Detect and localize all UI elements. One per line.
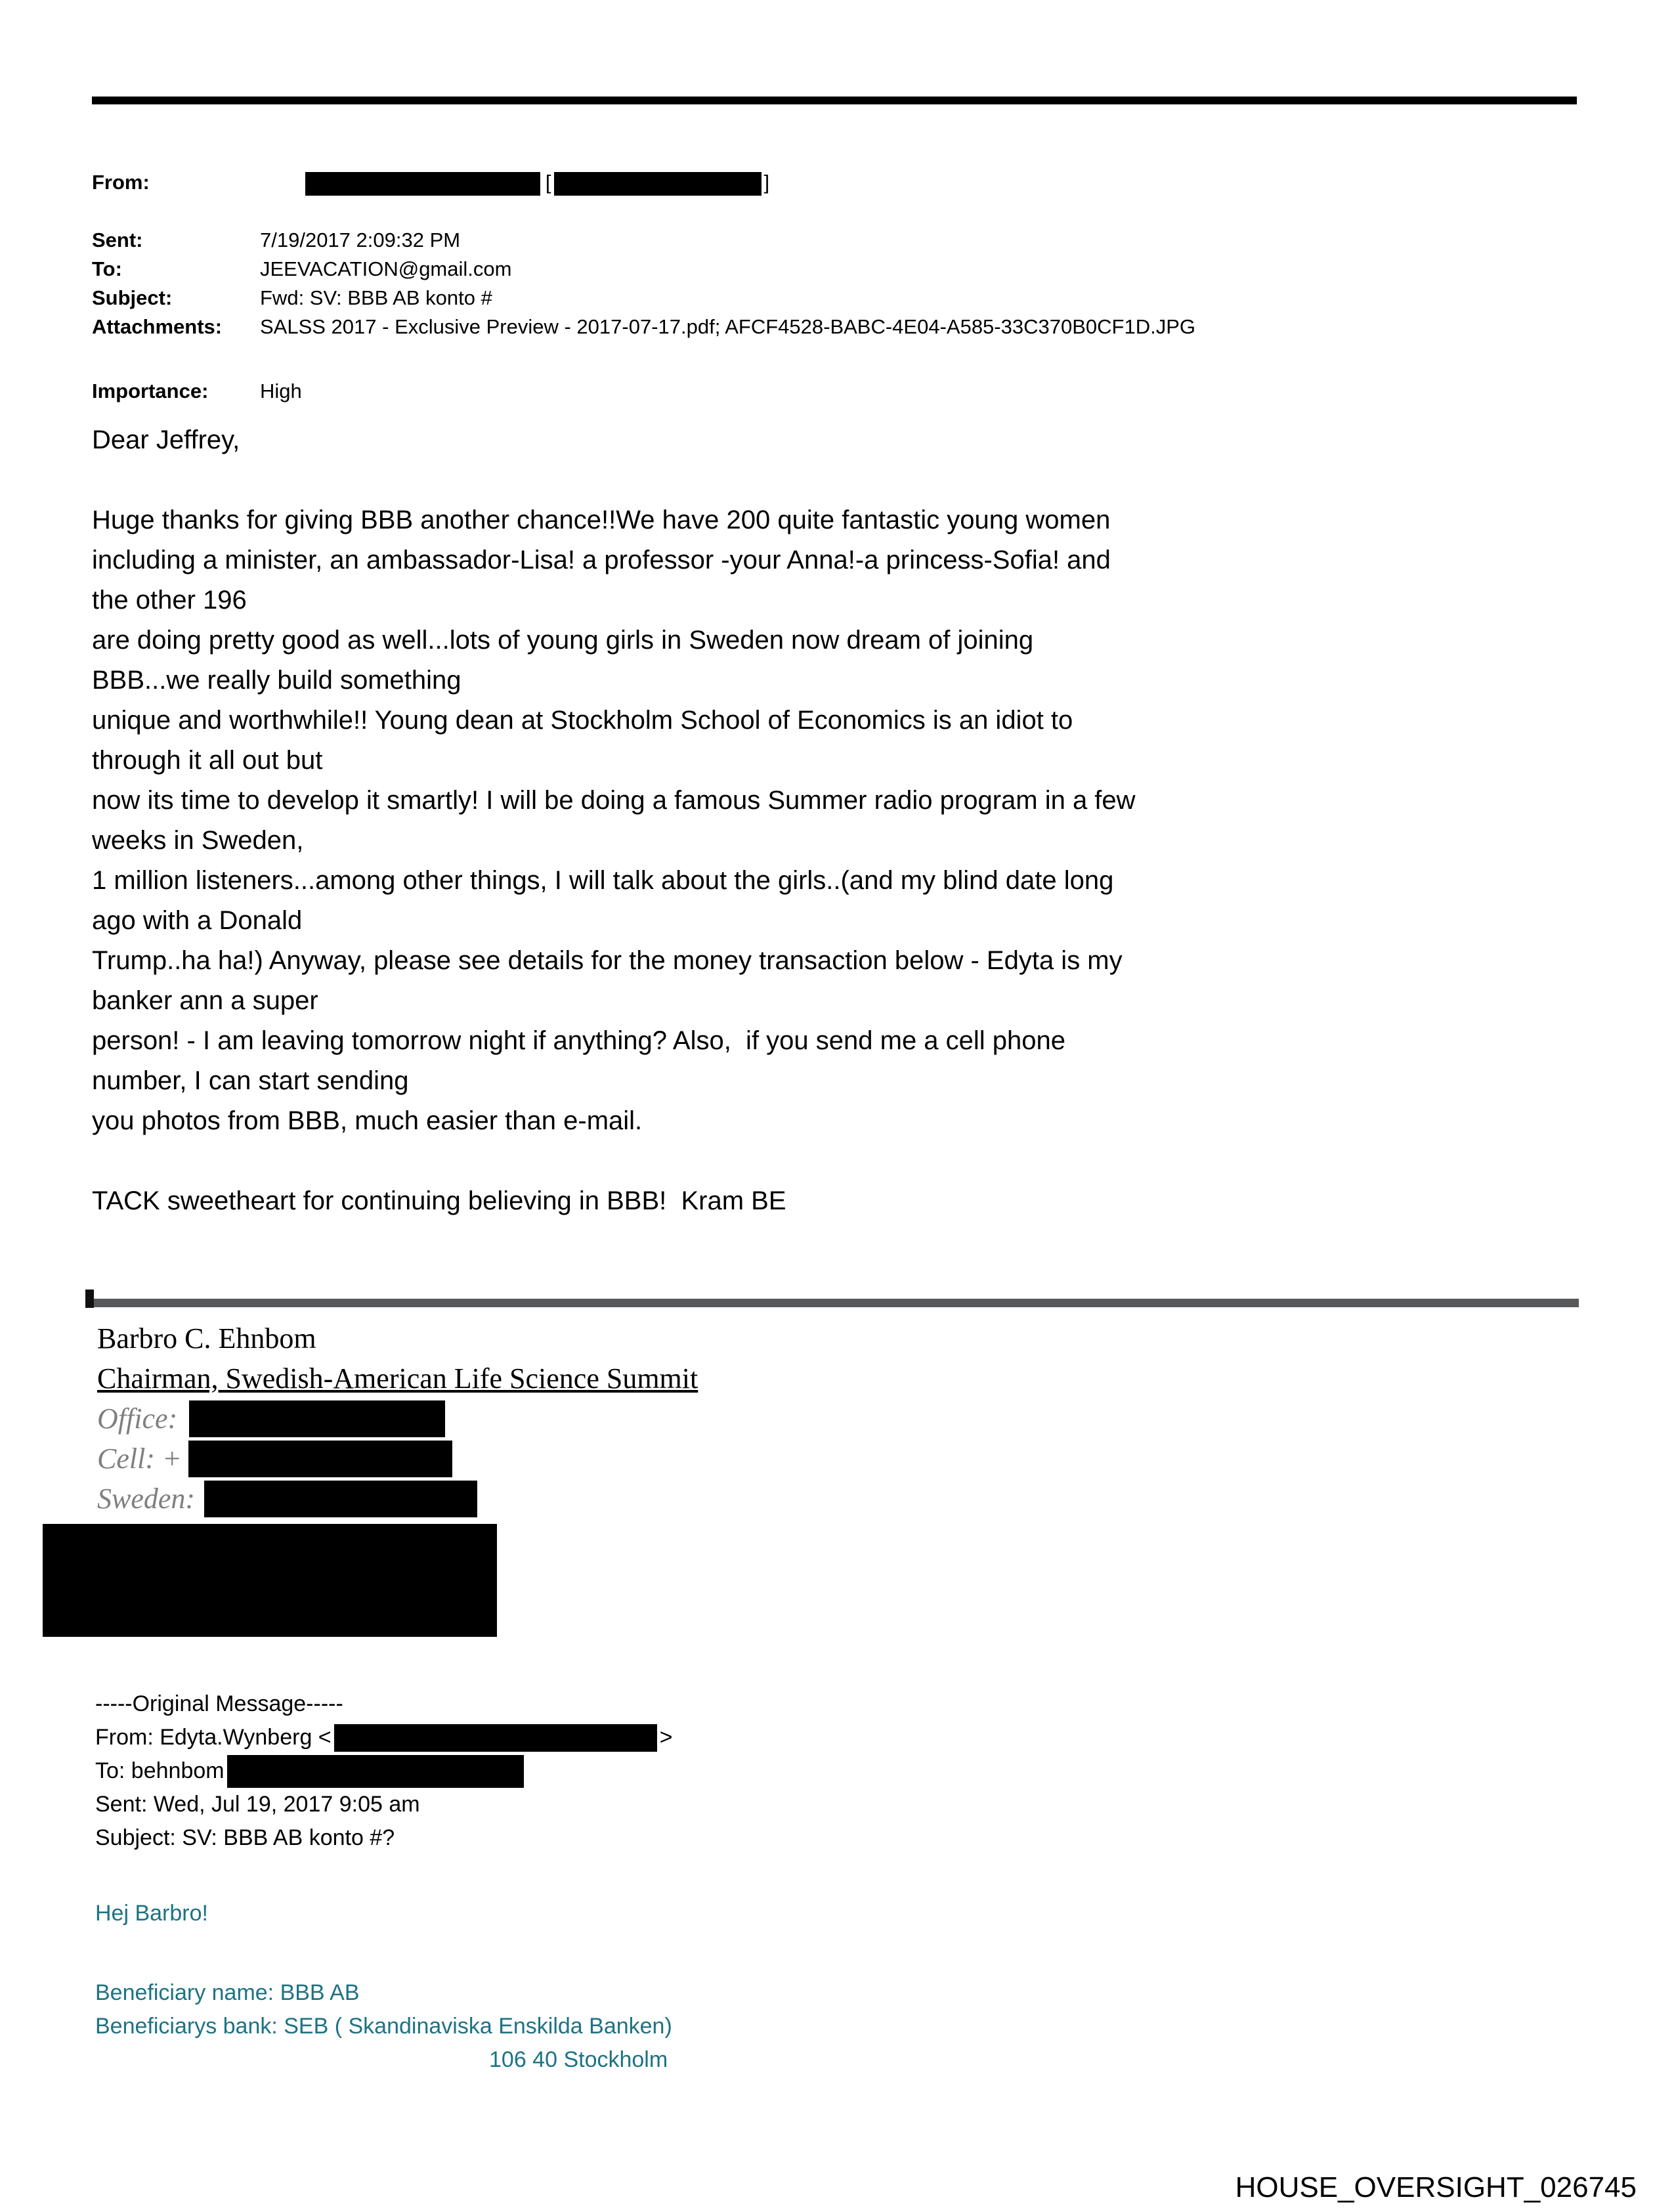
- redaction-sweden-number: [204, 1481, 477, 1517]
- body-line: are doing pretty good as well...lots of young girls in Sweden now dream of joining: [92, 626, 1034, 655]
- redaction-address-block: [43, 1524, 497, 1637]
- sent-label: Sent:: [92, 228, 143, 251]
- body-paragraph: [92, 500, 1510, 1141]
- quoted-subject-line: Subject: SV: BBB AB konto #?: [95, 1825, 395, 1850]
- attachments-value: SALSS 2017 - Exclusive Preview - 2017-07-17.pdf; AFCF4528-BABC-4E04-A585-33C370B0CF1D.JPG: [260, 315, 1195, 338]
- to-value: JEEVACATION@gmail.com: [260, 257, 512, 280]
- redaction-from-name: [305, 172, 540, 196]
- quoted-from-prefix: From: Edyta.Wynberg <: [95, 1725, 332, 1750]
- body-line: weeks in Sweden,: [92, 826, 304, 855]
- greeting: Dear Jeffrey,: [92, 425, 240, 454]
- body-line: you photos from BBB, much easier than e-mail.: [92, 1106, 643, 1135]
- body-line: person! - I am leaving tomorrow night if anything? Also, if you send me a cell phone: [92, 1026, 1066, 1055]
- body-line: including a minister, an ambassador-Lisa! a professor -your Anna!-a princess-Sofia! and: [92, 546, 1111, 575]
- bates-number: HOUSE_OVERSIGHT_026745: [1235, 2171, 1637, 2203]
- divider-notch: [85, 1290, 94, 1308]
- beneficiary-name-line: Beneficiary name: BBB AB: [95, 1980, 360, 2005]
- redaction-cell-number: [188, 1441, 452, 1477]
- body-line: through it all out but: [92, 746, 323, 775]
- quoted-message: [95, 1687, 673, 2077]
- header-row-sent: [92, 226, 1195, 255]
- quoted-greeting: Hej Barbro!: [95, 1901, 208, 1926]
- body-line: 1 million listeners...among other things, I will talk about the girls..(and my blind date long: [92, 866, 1114, 895]
- redaction-quoted-to-address: [227, 1755, 524, 1788]
- subject-label: Subject:: [92, 286, 173, 309]
- quoted-to-prefix: To: behnbom: [95, 1758, 225, 1783]
- importance-value: High: [260, 380, 302, 402]
- header-row-attachments: [92, 313, 1195, 341]
- subject-value: Fwd: SV: BBB AB konto #: [260, 286, 492, 309]
- signature-title: Chairman, Swedish-American Life Science Summit: [97, 1362, 698, 1395]
- from-label: From:: [92, 171, 150, 194]
- signature-office-row: [97, 1399, 698, 1439]
- email-header: [92, 139, 1195, 406]
- signature-sweden-row: [97, 1479, 698, 1519]
- quoted-sent-line: Sent: Wed, Jul 19, 2017 9:05 am: [95, 1792, 420, 1817]
- closing-line: TACK sweetheart for continuing believing in BBB! Kram BE: [92, 1186, 786, 1215]
- header-row-importance: [92, 377, 1195, 406]
- original-message-separator: -----Original Message-----: [95, 1691, 343, 1716]
- body-line: now its time to develop it smartly! I will be doing a famous Summer radio program in a few: [92, 786, 1136, 815]
- header-row-to: [92, 255, 1195, 284]
- quoted-from-suffix: >: [659, 1725, 673, 1750]
- attachments-label: Attachments:: [92, 315, 223, 338]
- beneficiary-city-line: [95, 2043, 673, 2077]
- redaction-from-address: [554, 172, 762, 196]
- signature-cell-row: [97, 1439, 698, 1479]
- office-label: Office:: [97, 1402, 178, 1435]
- blank-line: [92, 460, 1510, 500]
- beneficiary-bank-line: Beneficiarys bank: SEB ( Skandinaviska Enskilda Banken): [95, 2014, 672, 2039]
- body-line: the other 196: [92, 586, 247, 615]
- body-line: BBB...we really build something: [92, 666, 461, 695]
- signature-name: Barbro C. Ehnbom: [97, 1322, 316, 1355]
- from-value: [260, 139, 769, 226]
- cell-label: Cell: +: [97, 1442, 182, 1475]
- body-line: Huge thanks for giving BBB another chance!!We have 200 quite fantastic young women: [92, 506, 1111, 534]
- quoted-from-line: [95, 1721, 673, 1754]
- email-body: [92, 420, 1510, 1221]
- body-line: Trump..ha ha!) Anyway, please see details for the money transaction below - Edyta is my: [92, 946, 1123, 975]
- body-line: number, I can start sending: [92, 1066, 409, 1095]
- top-rule: [92, 97, 1577, 104]
- sent-value: 7/19/2017 2:09:32 PM: [260, 228, 461, 251]
- importance-label: Importance:: [92, 380, 209, 402]
- sweden-label: Sweden:: [97, 1483, 196, 1515]
- quoted-to-line: [95, 1754, 673, 1788]
- divider-rule: [85, 1299, 1579, 1307]
- body-line: unique and worthwhile!! Young dean at Stockholm School of Economics is an idiot to: [92, 706, 1073, 735]
- signature-divider: [85, 1299, 1579, 1307]
- beneficiary-city-text: 106 40 Stockholm: [489, 2047, 668, 2072]
- body-line: banker ann a super: [92, 986, 318, 1015]
- body-line: ago with a Donald: [92, 906, 303, 935]
- signature-block: [97, 1318, 698, 1637]
- bracket-open: [: [545, 171, 551, 194]
- header-row-subject: [92, 284, 1195, 313]
- header-row-from: [92, 139, 1195, 226]
- redaction-office-number: [189, 1400, 445, 1437]
- to-label: To:: [92, 257, 122, 280]
- bracket-close: ]: [763, 171, 770, 194]
- redaction-quoted-from-address: [334, 1724, 657, 1752]
